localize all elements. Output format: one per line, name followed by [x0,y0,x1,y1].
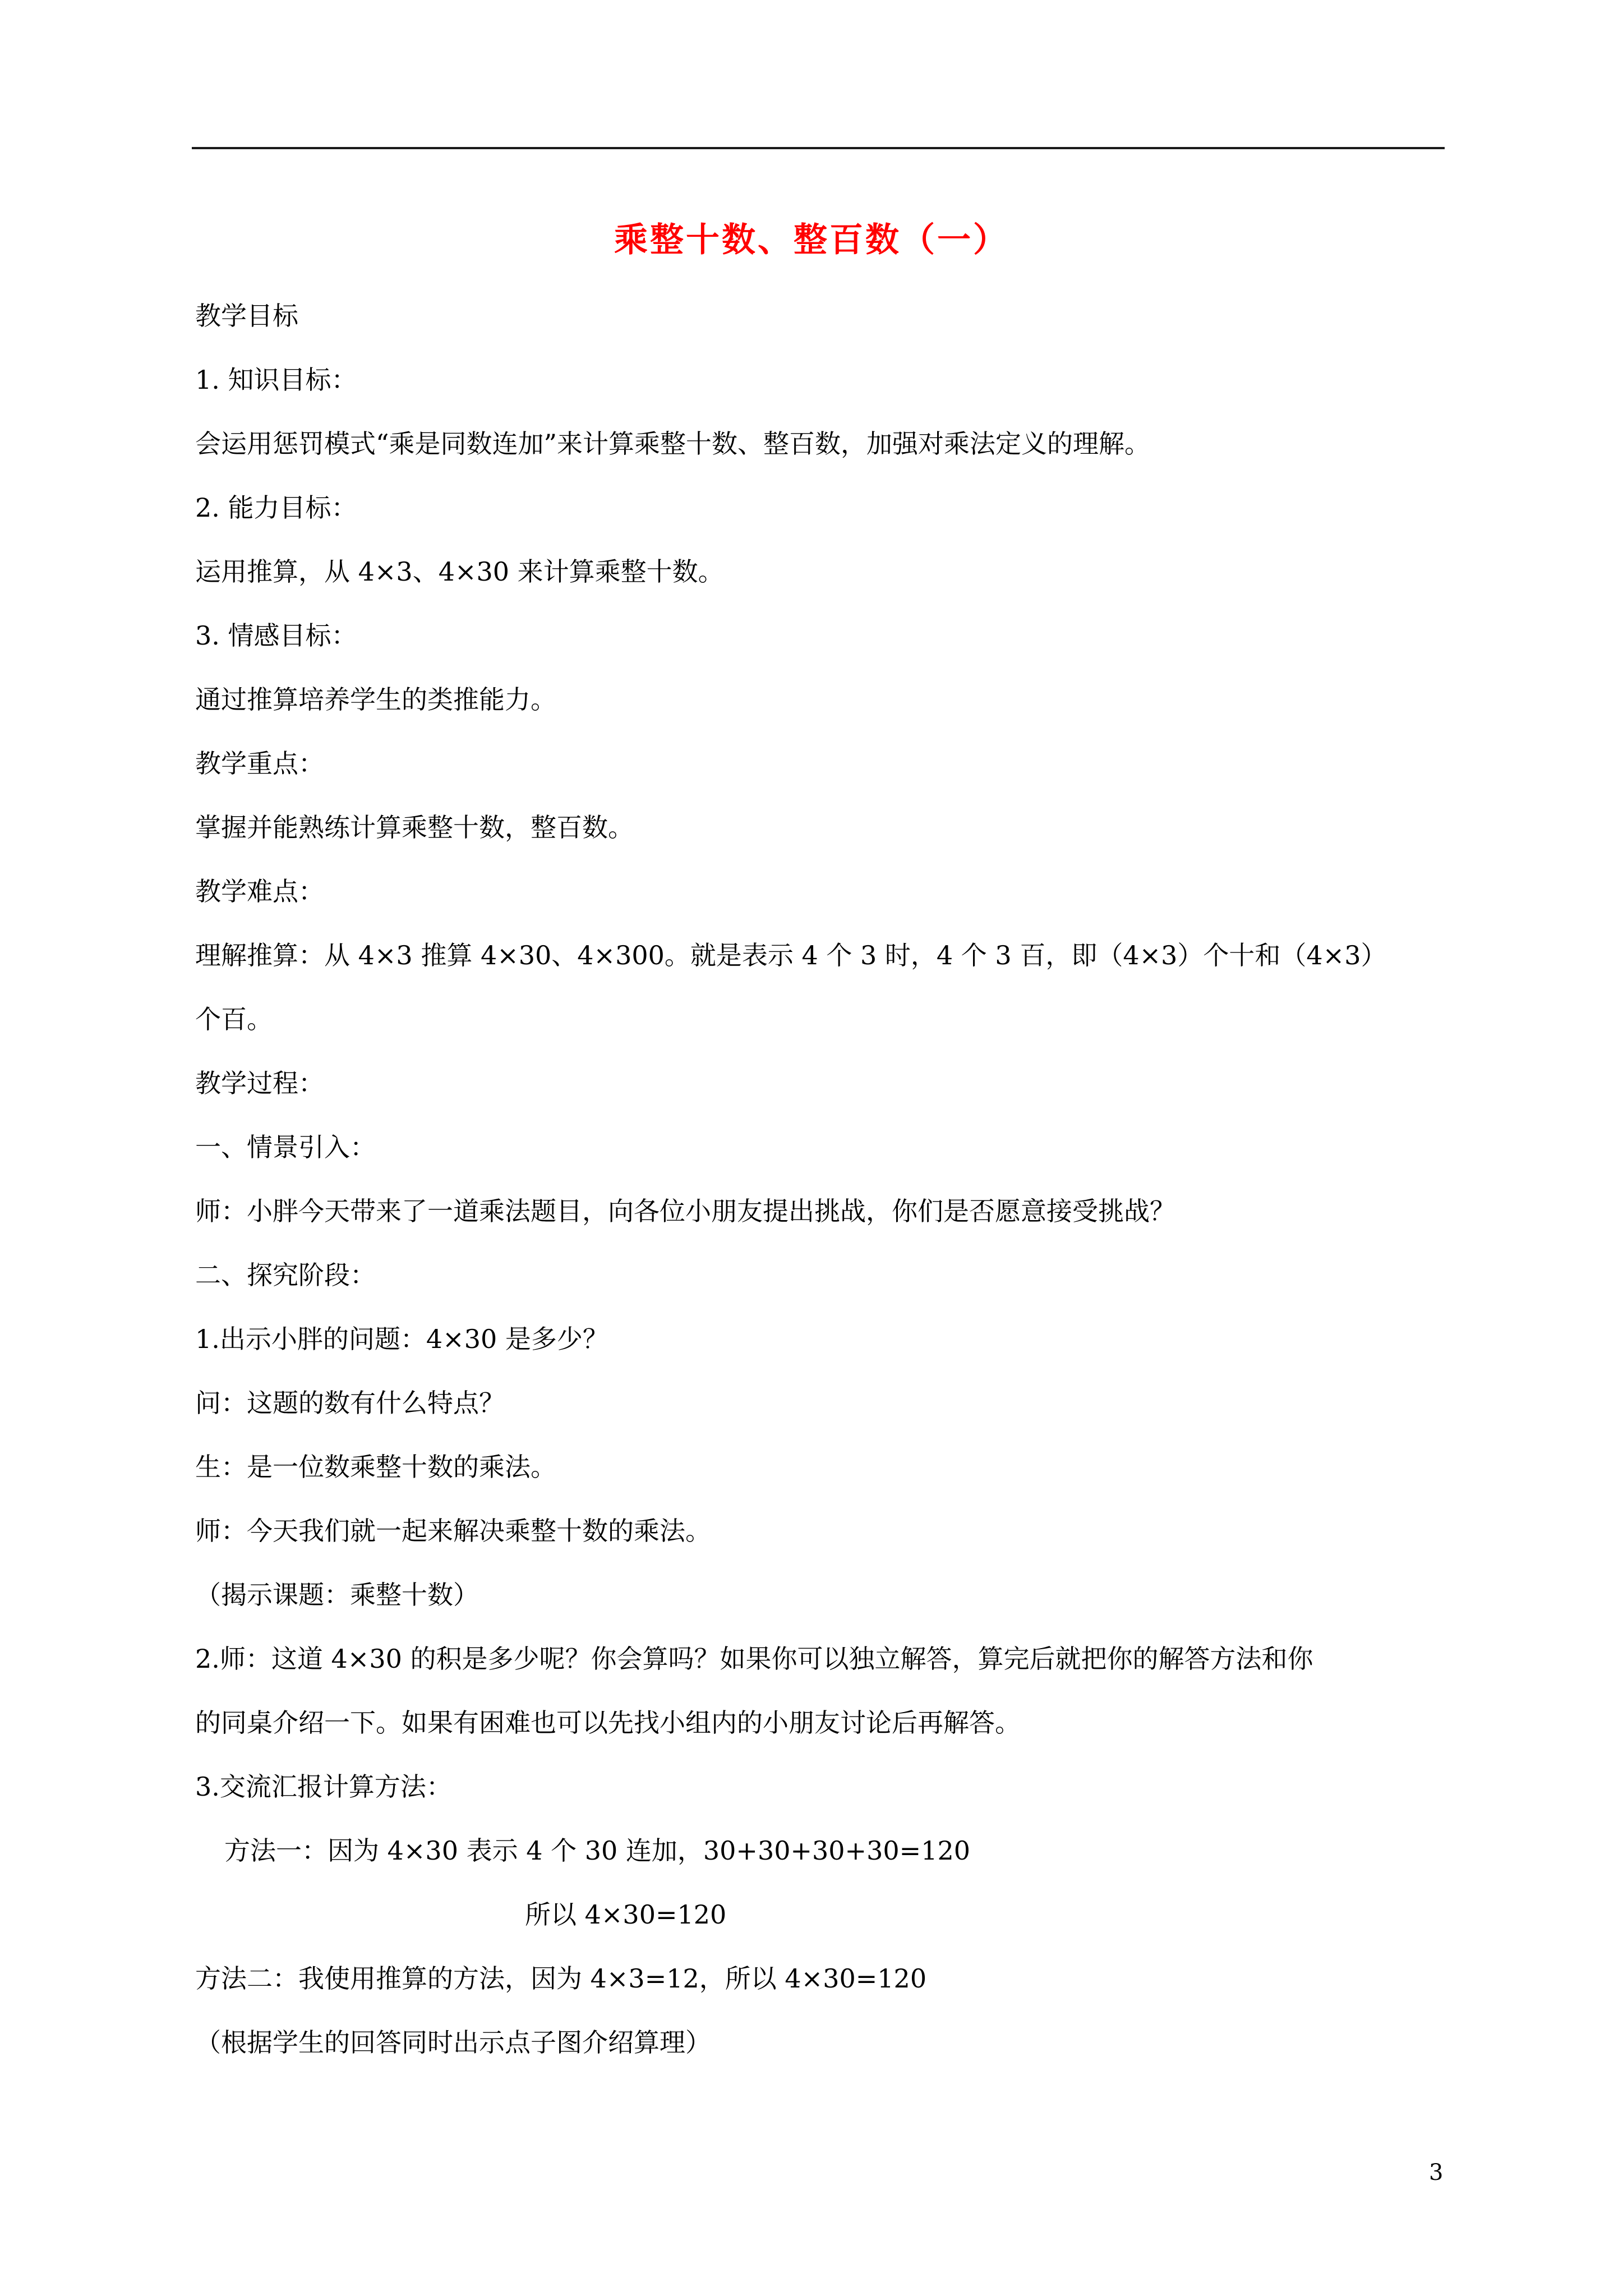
section-2-heading: 二、探究阶段： [195,1260,376,1290]
student-answer-text: 生：是一位数乘整十数的乘法。 [195,1452,556,1482]
section-1-text: 师：小胖今天带来了一道乘法题目，向各位小朋友提出挑战，你们是否愿意接受挑战？ [195,1196,1175,1226]
goal-1-heading: 1. 知识目标： [195,365,357,395]
process-heading: 教学过程： [195,1068,324,1098]
difficulties-heading: 教学难点： [195,876,324,907]
goal-2-heading: 2. 能力目标： [195,493,357,523]
method-note-text: （根据学生的回答同时出示点子图介绍算理） [195,2027,711,2058]
goal-2-text: 运用推算，从 4×3、4×30 来计算乘整十数。 [195,556,724,587]
step-2-text-2: 的同桌介绍一下。如果有困难也可以先找小组内的小朋友讨论后再解答。 [195,1708,1021,1738]
section-1-heading: 一、情景引入： [195,1132,376,1162]
goal-1-text: 会运用惩罚模式“乘是同数连加”来计算乘整十数、整百数，加强对乘法定义的理解。 [195,429,1151,459]
page-number: 3 [1429,2160,1444,2185]
step-1-text: 1.出示小胖的问题：4×30 是多少？ [195,1324,608,1354]
goal-3-heading: 3. 情感目标： [195,620,357,651]
difficulties-text-2: 个百。 [195,1004,273,1034]
method-1-result: 所以 4×30=120 [525,1899,727,1930]
step-3-heading: 3.交流汇报计算方法： [195,1772,452,1802]
key-points-text: 掌握并能熟练计算乘整十数，整百数。 [195,812,634,843]
teacher-text: 师：今天我们就一起来解决乘整十数的乘法。 [195,1516,711,1546]
goal-3-text: 通过推算培养学生的类推能力。 [195,684,556,715]
topic-reveal-text: （揭示课题：乘整十数） [195,1580,479,1610]
question-text: 问：这题的数有什么特点？ [195,1388,505,1418]
header-rule [192,147,1445,149]
method-1-text: 方法一：因为 4×30 表示 4 个 30 连加，30+30+30+30=120 [224,1835,970,1866]
heading-teaching-goals: 教学目标 [195,301,298,331]
page-title: 乘整十数、整百数（一） [614,220,1009,260]
method-2-text: 方法二：我使用推算的方法，因为 4×3=12，所以 4×30=120 [195,1963,927,1994]
key-points-heading: 教学重点： [195,748,324,779]
step-2-text-1: 2.师：这道 4×30 的积是多少呢？你会算吗？如果你可以独立解答，算完后就把你的解答方法和你 [195,1644,1313,1674]
difficulties-text-1: 理解推算：从 4×3 推算 4×30、4×300。就是表示 4 个 3 时，4 个 3 百，即（4×3）个十和（4×3） [195,940,1387,970]
